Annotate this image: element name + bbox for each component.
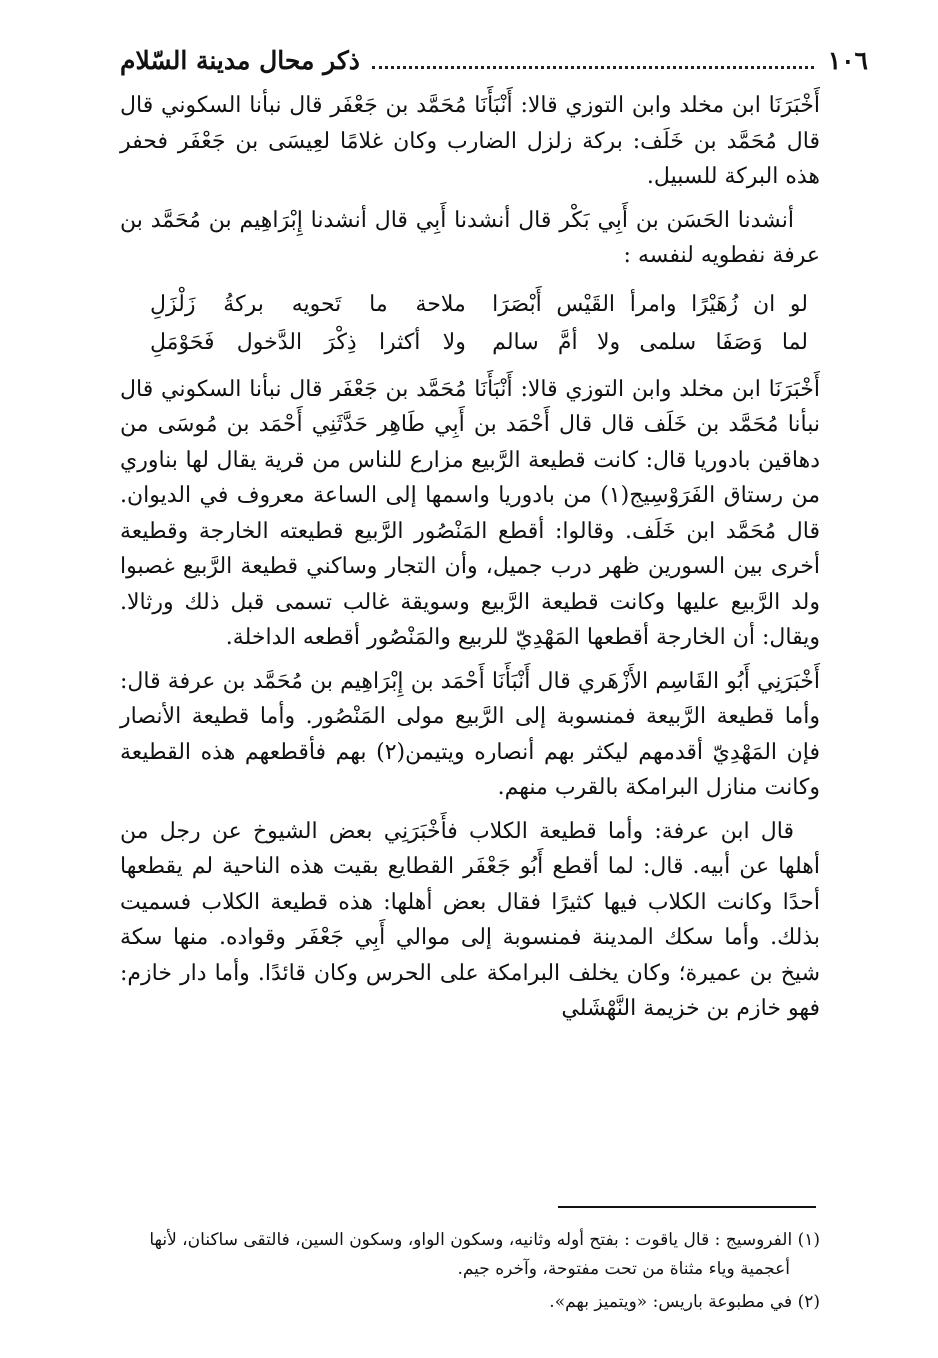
footnote-1: [120, 1226, 820, 1284]
page-number: ١٠٦: [827, 46, 868, 75]
page-header: [120, 44, 868, 78]
header-dotted-leader: [372, 66, 814, 69]
footnote-1-line-2: أعجمية وياء مثناة من تحت مفتوحة، وآخره جيم.: [457, 1259, 790, 1279]
poem: [120, 286, 820, 362]
footnote-separator: [558, 1206, 816, 1208]
poem-verse-1: [120, 286, 820, 324]
verse-2-second-hemistich: ولا أكثرا ذِكْرَ الدَّخول فَحَوْمَلِ: [150, 329, 466, 355]
paragraph-5: قال ابن عرفة: وأما قطيعة الكلاب فأَخْبَرَنِي بعض الشيوخ عن رجل من أهلها عن أبيه. قال: لما أقطع أَبُو جَعْفَر القطايع بقيت هذه الناحية لم يقطعها أحدًا وكانت الكلاب فيها كثيرًا فقال بعض أهلها: هذه قطيعة الكلاب فسميت بذلك. وأما سكك المدينة فمنسوبة إلى موالي أَبِي جَعْفَر وقواده. منها سكة شيخ بن عميرة؛ وكان يخلف البرامكة على الحرس وكان قائدًا. وأما دار خازم: فهو خازم بن خزيمة النَّهْشَلي: [120, 818, 820, 1021]
main-text: [120, 88, 820, 1035]
paragraph-2: أنشدنا الحَسَن بن أَبِي بَكْر قال أنشدنا أَبِي قال أنشدنا إِبْرَاهِيم بن مُحَمَّد بن عرفة نفطويه لنفسه :: [120, 207, 820, 268]
paragraph-4: أَخْبَرَنِي أَبُو القَاسِم الأَزْهَري قال أَنْبَأَنَا أَحْمَد بن إِبْرَاهِيم بن مُحَمَّد بن عرفة قال: وأما قطيعة الرَّبيعة فمنسوبة إلى الرَّبيع مولى المَنْصُور. وأما قطيعة الأنصار فإن المَهْدِيّ أقدمهم ليكثر بهم أنصاره ويتيمن(٢) بهم فأقطعهم هذه القطيعة وكانت منازل البرامكة بالقرب منهم.: [120, 668, 821, 800]
footnotes: [120, 1226, 820, 1321]
footnote-2: (٢) في مطبوعة باريس: «ويتميز بهم».: [549, 1292, 820, 1312]
footnote-1-line-1: (١) الفروسيج : قال ياقوت : بفتح أوله وثانيه، وسكون الواو، وسكون السين، فالتقى ساكنان، لأنها: [149, 1230, 820, 1250]
verse-1-second-hemistich: ملاحة ما تَحويه بركةُ زَلْزَلِ: [150, 291, 466, 317]
paragraph-3: أَخْبَرَنَا ابن مخلد وابن التوزي قالا: أَنْبَأَنَا مُحَمَّد بن جَعْفَر قال نبأنا السكوني قال نبأنا مُحَمَّد بن خَلَف قال قال أَحْمَد بن أَبِي طَاهِر حَدَّثَنِي أَحْمَد بن مُوسَى من دهاقين بادوريا قال: كانت قطيعة الرَّبيع مزارع للناس من قرية يقال لها بناوري من رستاق الفَرَوْسِيج(١) من بادوريا واسمها إلى الساعة معروف في الديوان. قال مُحَمَّد ابن خَلَف. وقالوا: أقطع المَنْصُور الرَّبيع قطيعته الخارجة وقطيعة أخرى بين السورين ظهر درب جميل، وأن التجار وساكني قطيعة الرَّبيع غصبوا ولد الرَّبيع عليها وكانت قطيعة الرَّبيع وسويقة غالب تسمى قبل ذلك ورثالا. ويقال: أن الخارجة أقطعها المَهْدِيّ للربيع والمَنْصُور أقطعه الداخلة.: [120, 376, 820, 650]
running-title: ذكر محال مدينة السّلام: [120, 46, 360, 75]
verse-2-first-hemistich: لما وَصَفَا سلمى ولا أمَّ سالم: [492, 329, 808, 355]
poem-verse-2: [120, 324, 820, 362]
paragraph-1: أَخْبَرَنَا ابن مخلد وابن التوزي قالا: أَنْبَأَنَا مُحَمَّد بن جَعْفَر قال نبأنا السكوني قال قال مُحَمَّد بن خَلَف: بركة زلزل الضارب وكان غلامًا لعِيسَى بن جَعْفَر فحفر هذه البركة للسبيل.: [120, 93, 820, 189]
verse-1-first-hemistich: لو ان زُهَيْرًا وامرأ القَيْس أَبْصَرَا: [492, 291, 808, 317]
